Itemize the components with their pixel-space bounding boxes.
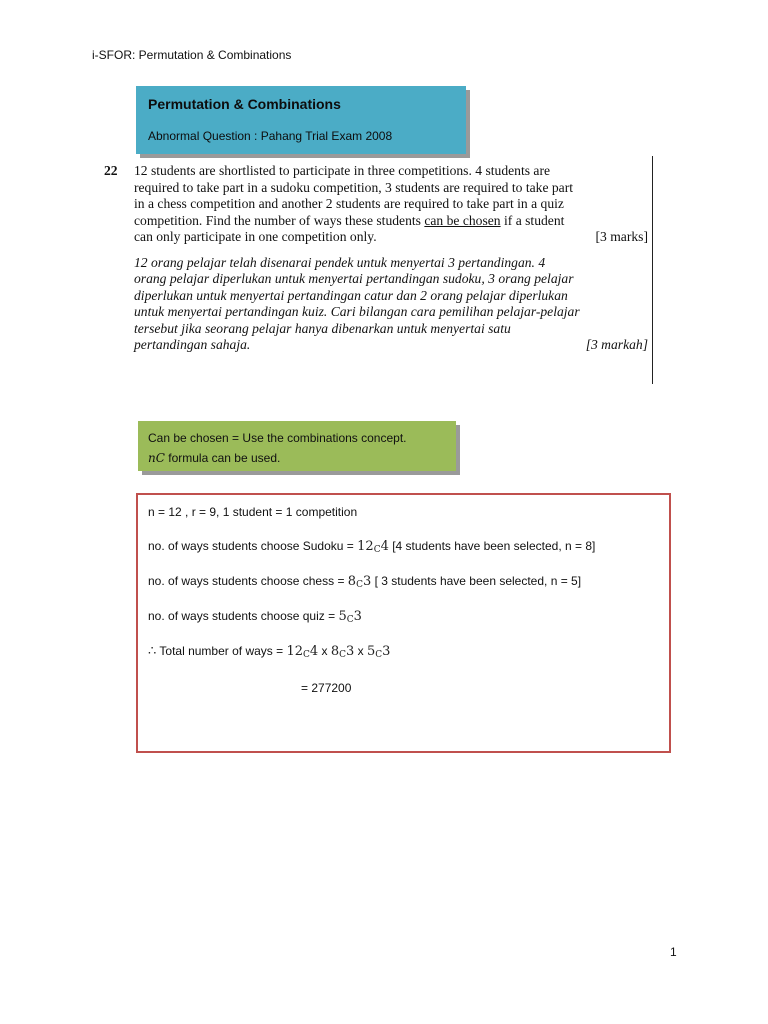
- solution-quiz: no. of ways students choose quiz = $5_C3$: [148, 609, 362, 625]
- solution-total: ∴ Total number of ways = $12_C4$ x $8_C3$ x $5_C3$: [148, 644, 391, 660]
- solution-chess: no. of ways students choose chess = $8_C3$ [ 3 students have been selected, n = 5]: [148, 574, 582, 590]
- title-box: [136, 86, 466, 154]
- question-line: 12 students are shortlisted to participate in three competitions. 4 students are: [134, 163, 551, 178]
- combination-8c3: $8_C3$: [330, 644, 355, 660]
- question-line: 12 orang pelajar telah disenarai pendek untuk menyertai 3 pertandingan. 4: [134, 254, 546, 270]
- solution-result: = 277200: [301, 681, 352, 695]
- question-line: untuk menyertai pertandingan kuiz. Cari bilangan cara pemilihan pelajar-pelajar: [134, 304, 580, 319]
- question-english: [134, 163, 648, 246]
- question-marks: [3 marks]: [595, 229, 648, 244]
- question-number: 22: [104, 163, 118, 178]
- title-heading: Permutation & Combinations: [148, 96, 341, 112]
- question-right-rule: [652, 156, 653, 384]
- therefore-icon: ∴: [148, 644, 157, 659]
- question-line: orang pelajar diperlukan untuk menyertai pertandingan sudoku, 3 orang pelajar: [134, 271, 574, 286]
- document-header-title: i-SFOR: Permutation & Combinations: [92, 48, 292, 62]
- question-line: diperlukan untuk menyertai pertandingan catur dan 2 orang pelajar diperlukan: [134, 287, 568, 303]
- question-line: pertandingan sahaja.: [134, 337, 251, 352]
- question-line: required to take part in a sudoku competition, 3 students are required to take part: [134, 179, 574, 195]
- combination-5c3: $5_C3$: [366, 644, 391, 660]
- page-number: 1: [670, 945, 677, 959]
- solution-sudoku: no. of ways students choose Sudoku = $12_C4$ [4 students have been selected, n = 8]: [148, 539, 596, 555]
- question-line: competition. Find the number of ways these students can be chosen if a student: [134, 212, 565, 228]
- combination-12c4: $12_C4$: [357, 539, 389, 555]
- combination-5c3: $5_C3$: [338, 609, 362, 625]
- question-malay: [134, 255, 648, 354]
- question-marks: [3 markah]: [585, 337, 648, 352]
- question-line: tersebut jika seorang pelajar hanya dibenarkan untuk menyertai satu: [134, 320, 511, 336]
- solution-given: n = 12 , r = 9, 1 student = 1 competition: [148, 505, 358, 519]
- combination-8c3: $8_C3$: [347, 574, 372, 590]
- concept-box: [138, 421, 456, 471]
- concept-line-1: Can be chosen = Use the combinations concept.: [148, 431, 407, 445]
- combination-12c4: $12_C4$: [286, 644, 319, 660]
- solution-box: [136, 493, 671, 753]
- question-line: can only participate in one competition only.: [134, 229, 377, 244]
- title-subheading: Abnormal Question : Pahang Trial Exam 2008: [148, 129, 393, 143]
- ncr-symbol: nC: [148, 451, 165, 465]
- concept-line-2: nC formula can be used.: [148, 451, 281, 465]
- question-line: in a chess competition and another 2 students are required to take part in a quiz: [134, 196, 564, 211]
